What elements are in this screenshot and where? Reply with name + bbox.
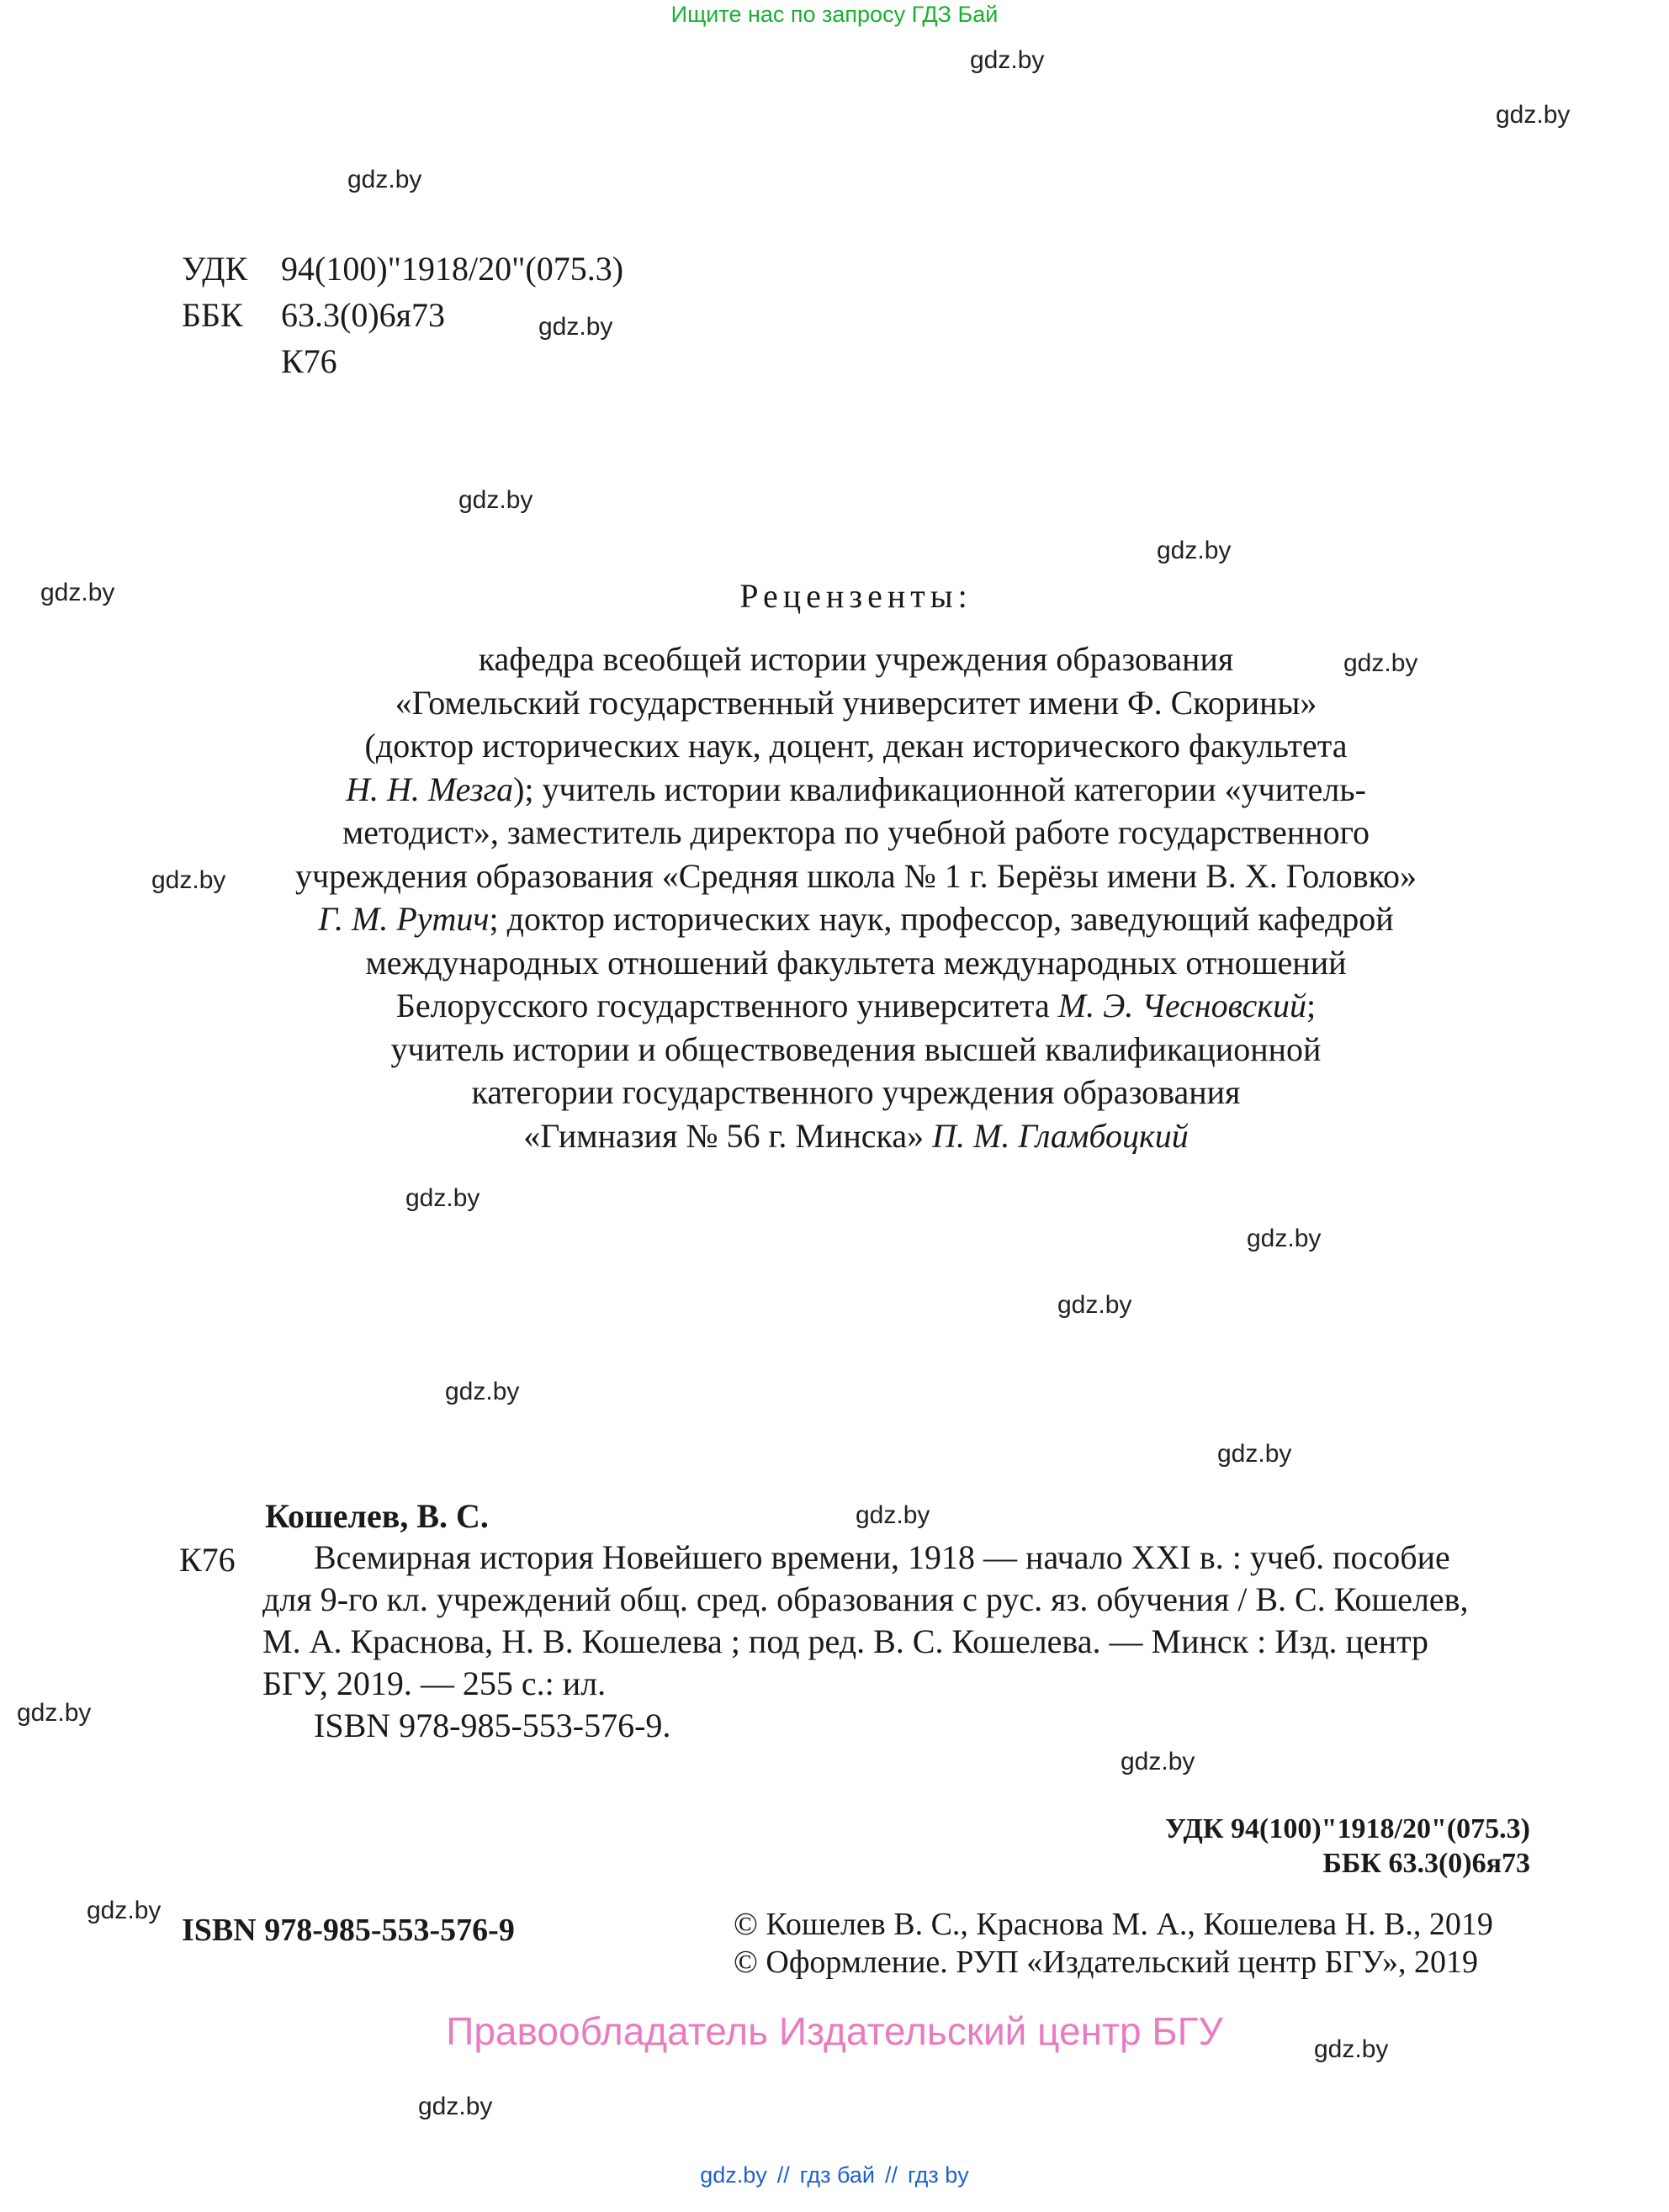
watermark: gdz.by (1217, 1440, 1292, 1468)
reviewers-line-text: ; доктор исторических наук, профессор, заведующий кафедрой (489, 900, 1394, 938)
reviewer-name: Г. М. Рутич (318, 900, 490, 938)
footer-link-gdz-by[interactable]: гдз by (908, 2162, 969, 2188)
watermark: gdz.by (1157, 537, 1232, 564)
watermark: gdz.by (1247, 1225, 1322, 1252)
watermark: gdz.by (1496, 101, 1571, 129)
reviewers-line: учитель истории и обществоведения высшей квалификационной (390, 1029, 1322, 1068)
reviewers-line: категории государственного учреждения образования (471, 1073, 1241, 1111)
reviewers-line: учреждения образования «Средняя школа № 1 г. Берёзы имени В. Х. Головко» (294, 856, 1417, 895)
copyright-holder: Правообладатель Издательский центр БГУ (446, 2009, 1223, 2053)
reviewers-line (0, 897, 1669, 941)
bibliographic-line: Всемирная история Новейшего времени, 1918 — начало XXI в. : учеб. пособие (314, 1538, 1450, 1576)
watermark: gdz.by (405, 1184, 480, 1212)
bibliographic-line: для 9-го кл. учреждений общ. сред. образования с рус. яз. обучения / В. С. Кошелев, (262, 1580, 1469, 1618)
footer-separator: // (884, 2162, 898, 2188)
bibliographic-isbn: ISBN 978-985-553-576-9. (314, 1707, 671, 1744)
watermark: gdz.by (151, 866, 226, 894)
reviewer-name: П. М. Гламбоцкий (932, 1116, 1189, 1155)
reviewers-line-text: Белорусского государственного университета (395, 987, 1058, 1024)
watermark: gdz.by (40, 579, 115, 606)
reviewers-line-text: ); учитель истории квалификационной категории «учитель- (513, 770, 1366, 808)
footer-links (0, 2162, 1669, 2188)
reviewers-line: кафедра всеобщей истории учреждения образования (478, 640, 1234, 678)
imprint-isbn: ISBN 978-985-553-576-9 (182, 1913, 515, 1948)
book-author: Кошелев, В. С. (265, 1497, 489, 1535)
udk-label: УДК (182, 250, 248, 288)
reviewers-line (0, 984, 1669, 1028)
reviewers-line: международных отношений факультета международных отношений (365, 943, 1347, 982)
reviewers-line-text: ; (1306, 987, 1317, 1024)
classification-block (182, 246, 623, 384)
watermark: gdz.by (445, 1378, 520, 1405)
udk-value: 94(100)"1918/20"(075.3) (281, 250, 624, 288)
watermark: gdz.by (1343, 649, 1418, 677)
watermark: gdz.by (538, 313, 613, 341)
watermark: gdz.by (458, 486, 533, 514)
reviewer-name: Н. Н. Мезга (346, 770, 514, 808)
imprint-udk: УДК 94(100)"1918/20"(075.3) (1164, 1813, 1530, 1844)
reviewers-line-text: «Гимназия № 56 г. Минска» (523, 1116, 933, 1155)
reviewers-line: методист», заместитель директора по учебной работе государственного (342, 813, 1370, 851)
watermark: gdz.by (1121, 1748, 1195, 1775)
watermark: gdz.by (87, 1897, 162, 1924)
top-banner[interactable]: Ищите нас по запросу ГДЗ Бай (670, 2, 999, 27)
reviewers-line: (доктор исторических наук, доцент, декан исторического факультета (364, 727, 1348, 765)
imprint-bbk: ББК 63.3(0)6я73 (1322, 1848, 1530, 1879)
bbk-value: 63.3(0)6я73 (281, 296, 446, 334)
bbk-label: ББК (182, 296, 243, 334)
reviewers-line (0, 768, 1669, 812)
footer-link-gdz-bai[interactable]: гдз бай (799, 2162, 875, 2188)
copyright-line: © Оформление. РУП «Издательский центр БГУ», 2019 (734, 1945, 1478, 1980)
watermark: gdz.by (418, 2093, 493, 2120)
watermark: gdz.by (347, 166, 422, 193)
bibliographic-mark: К76 (179, 1541, 236, 1579)
footer-separator: // (776, 2162, 790, 2188)
bibliographic-line: БГУ, 2019. — 255 с.: ил. (262, 1664, 607, 1702)
bibliographic-line: М. А. Краснова, Н. В. Кошелева ; под ред. В. С. Кошелева. — Минск : Изд. центр (262, 1622, 1429, 1660)
author-mark: К76 (281, 342, 337, 380)
watermark: gdz.by (970, 46, 1045, 74)
copyright-line: © Кошелев В. С., Краснова М. А., Кошелева Н. В., 2019 (734, 1907, 1493, 1942)
reviewer-name: М. Э. Чесновский (1057, 987, 1306, 1024)
reviewers-line (0, 1114, 1669, 1158)
watermark: gdz.by (1314, 2035, 1389, 2063)
watermark: gdz.by (17, 1699, 92, 1727)
watermark: gdz.by (1057, 1291, 1132, 1319)
reviewers-line: «Гомельский государственный университет имени Ф. Скорины» (395, 683, 1317, 722)
footer-link-gdz[interactable]: gdz.by (700, 2162, 767, 2188)
reviewers-title: Рецензенты: (739, 577, 972, 615)
watermark: gdz.by (856, 1501, 930, 1529)
reviewers-text (0, 638, 1669, 1157)
